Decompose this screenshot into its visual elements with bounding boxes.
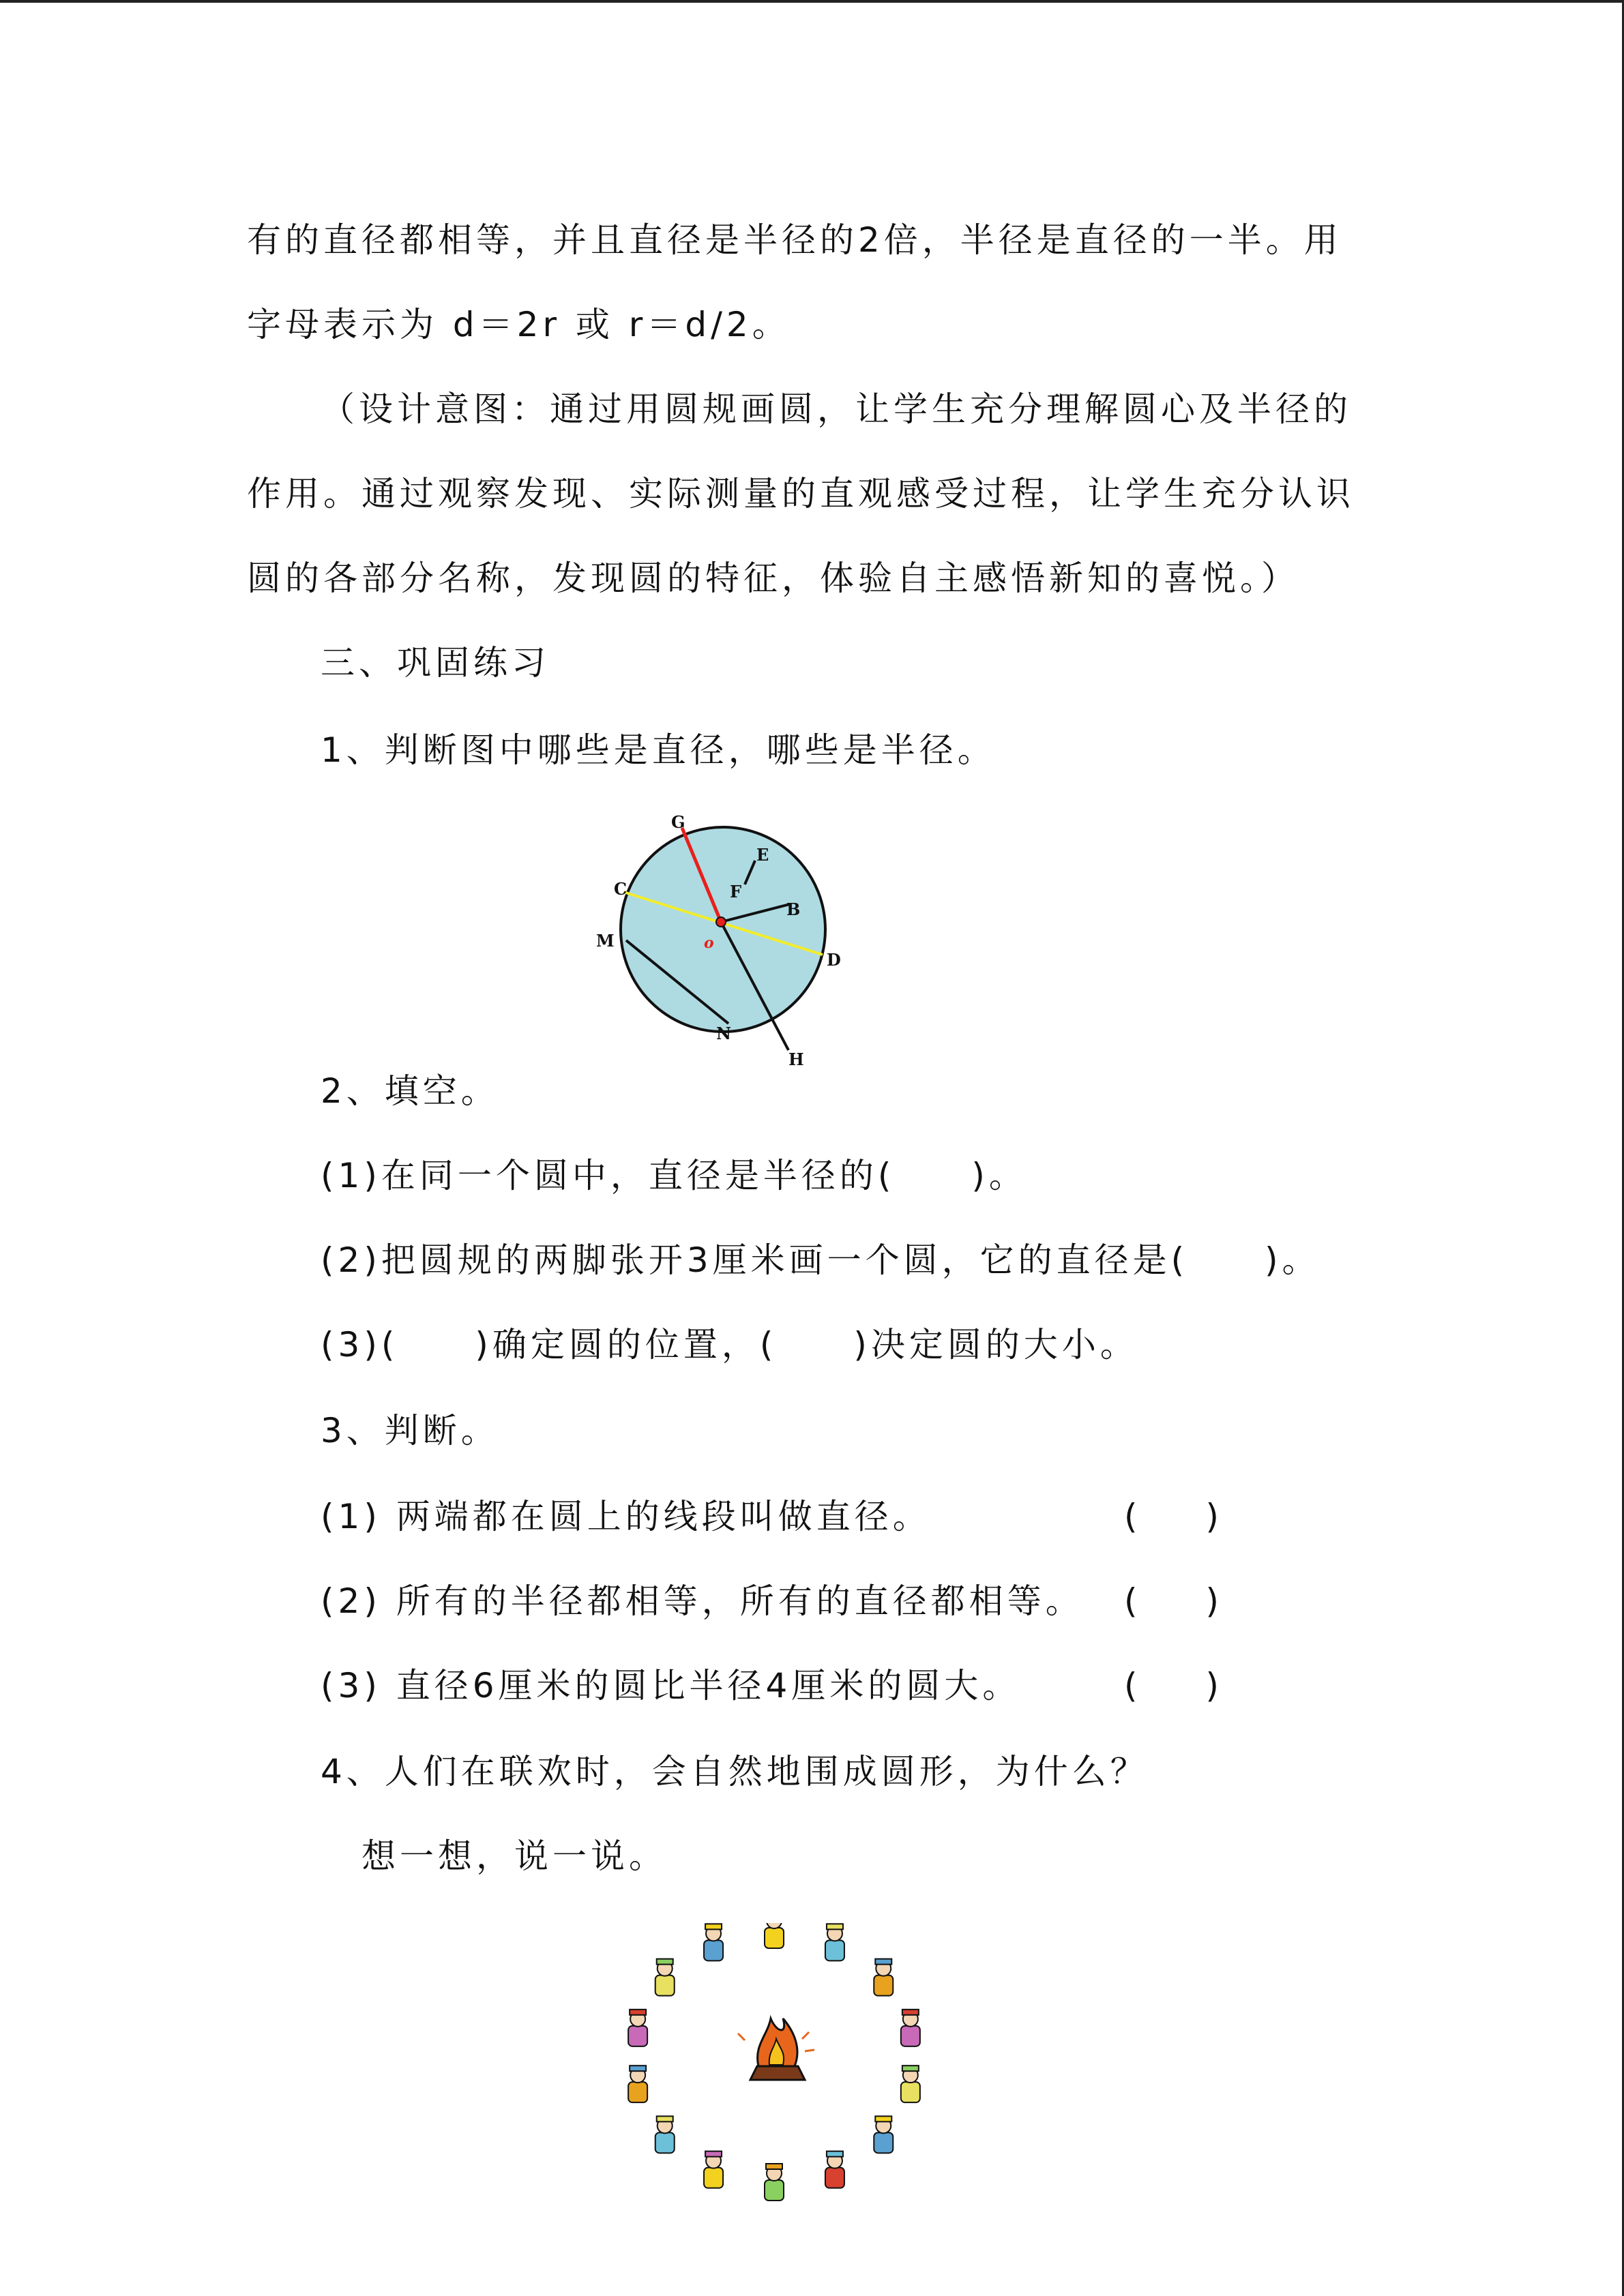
person-figure — [655, 2116, 675, 2153]
section-title: 三、巩固练习 — [321, 643, 550, 683]
circle-shape — [621, 827, 825, 1032]
person-figure — [655, 1959, 675, 1996]
exercise1-title: 1、判断图中哪些是直径，哪些是半径。 — [321, 730, 996, 770]
judge-item-text: (1) 两端都在圆上的线段叫做直径。 — [321, 1497, 931, 1536]
person-figure — [825, 2151, 844, 2188]
campfire-circle-icon — [600, 1923, 948, 2209]
person-figure — [874, 2116, 893, 2153]
fill-blank-item: (1)在同一个圆中，直径是半径的( )。 — [321, 1156, 1027, 1195]
label-m: M — [596, 931, 615, 951]
label-g: G — [671, 812, 685, 832]
fill-blank-item: (2)把圆规的两脚张开3厘米画一个圆，它的直径是( )。 — [321, 1240, 1320, 1280]
label-n: N — [716, 1024, 731, 1043]
label-e: E — [756, 845, 769, 865]
design-intent-line: 作用。通过观察发现、实际测量的直观感受过程，让学生充分认识 — [247, 474, 1355, 513]
design-intent-line: （设计意图：通过用圆规画圆，让学生充分理解圆心及半径的 — [321, 389, 1352, 429]
person-figure — [901, 2010, 920, 2046]
label-d: D — [827, 950, 841, 970]
person-figure — [825, 1924, 844, 1960]
paragraph-line: 字母表示为 d＝2r 或 r＝d/2。 — [247, 305, 791, 344]
person-figure — [704, 1924, 723, 1960]
exercise2-title: 2、填空。 — [321, 1071, 499, 1111]
judge-answer-paren: ( ) — [1124, 1666, 1220, 1705]
circle-diagram — [587, 811, 873, 1077]
label-c: C — [614, 879, 628, 899]
person-figure — [628, 2010, 647, 2046]
person-figure — [704, 2151, 723, 2188]
person-figure — [765, 1923, 784, 1948]
judge-item-text: (3) 直径6厘米的圆比半径4厘米的圆大。 — [321, 1666, 1021, 1705]
paragraph-line: 有的直径都相等，并且直径是半径的2倍，半径是直径的一半。用 — [247, 220, 1342, 260]
person-figure — [901, 2066, 920, 2102]
label-f: F — [730, 882, 742, 901]
person-figure — [874, 1959, 893, 1996]
person-figure — [765, 2164, 784, 2201]
campfire-icon — [738, 2018, 814, 2080]
label-o: o — [704, 934, 714, 952]
exercise4-title: 4、人们在联欢时，会自然地围成圆形，为什么？ — [321, 1752, 1149, 1791]
exercise4-prompt: 想一想，说一说。 — [361, 1836, 667, 1876]
label-b: B — [786, 899, 801, 919]
design-intent-line: 圆的各部分名称，发现圆的特征，体验自主感悟新知的喜悦。） — [247, 558, 1299, 598]
label-h: H — [788, 1049, 804, 1069]
center-point — [716, 917, 726, 927]
judge-answer-paren: ( ) — [1124, 1497, 1220, 1536]
exercise3-title: 3、判断。 — [321, 1411, 499, 1450]
page-top-border — [0, 0, 1624, 3]
judge-answer-paren: ( ) — [1124, 1581, 1220, 1621]
fill-blank-item: (3)( )确定圆的位置，( )决定圆的大小。 — [321, 1325, 1138, 1365]
judge-item-text: (2) 所有的半径都相等，所有的直径都相等。 — [321, 1581, 1084, 1621]
person-figure — [628, 2066, 647, 2102]
